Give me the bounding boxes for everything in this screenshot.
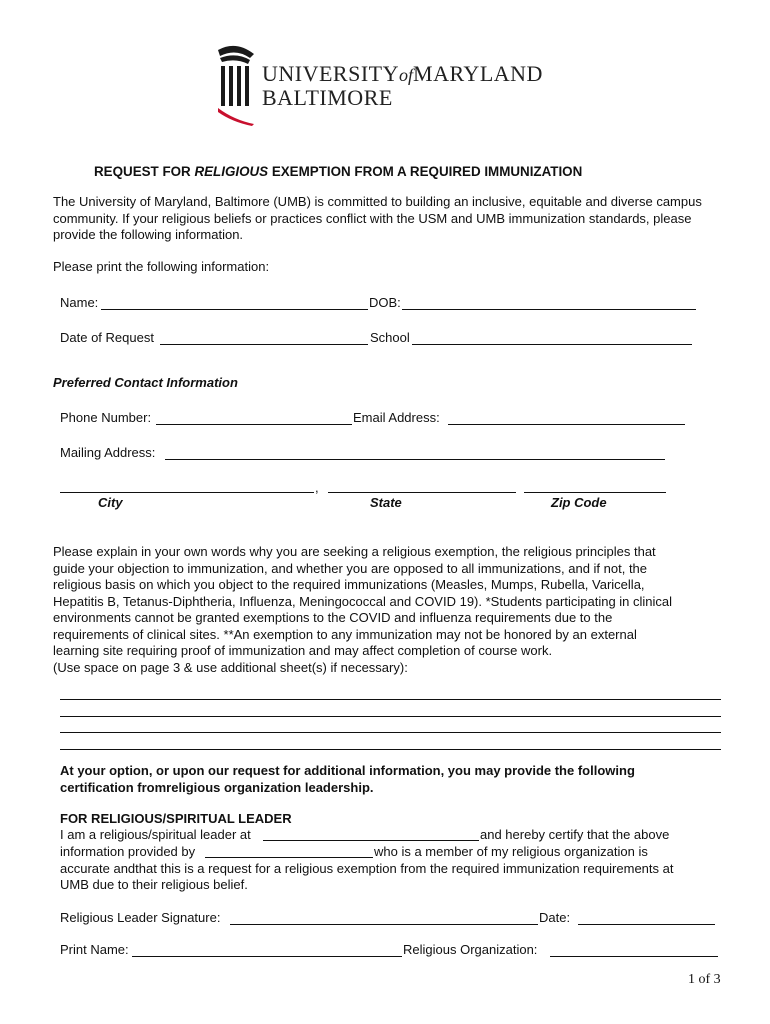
title-emphasis: RELIGIOUS — [194, 164, 269, 179]
leader-line-4: UMB due to their religious belief. — [60, 877, 248, 892]
option-paragraph — [60, 763, 635, 796]
mailing-label: Mailing Address: — [60, 445, 156, 460]
logo-university: UNIVERSITY — [262, 61, 399, 86]
email-label: Email Address: — [353, 410, 440, 425]
city-label: City — [98, 495, 123, 510]
dob-label: DOB: — [369, 295, 401, 310]
email-field[interactable] — [448, 424, 685, 425]
leader-organization-field[interactable] — [263, 840, 479, 841]
explanation-answer-line[interactable] — [60, 732, 721, 733]
city-state-comma: , — [315, 480, 319, 495]
explain-line: (Use space on page 3 & use additional sheet(s) if necessary): — [53, 659, 408, 675]
school-field[interactable] — [412, 344, 692, 345]
umb-seal-icon — [216, 40, 256, 126]
mailing-field[interactable] — [165, 459, 665, 460]
contact-heading: Preferred Contact Information — [53, 375, 238, 390]
logo-of: of — [399, 65, 414, 85]
state-field[interactable] — [328, 492, 516, 493]
leader-line-1a: I am a religious/spiritual leader at — [60, 827, 251, 842]
explain-line: learning site requiring proof of immunization and may affect completion of course work. — [53, 643, 553, 658]
explain-line: Please explain in your own words why you are seeking a religious exemption, the religious principles that — [53, 544, 656, 559]
intro-paragraph: The University of Maryland, Baltimore (UMB) is committed to building an inclusive, equitable and diverse campus community. If your religious beliefs or practices conflict with the USM and UMB immunization standards, please provide the following information. — [53, 194, 702, 243]
title-prefix: REQUEST FOR — [94, 164, 195, 179]
dob-field[interactable] — [402, 309, 696, 310]
explanation-answer-line[interactable] — [60, 699, 721, 700]
page-number: 1 of 3 — [688, 972, 721, 987]
name-label: Name: — [60, 295, 99, 310]
explain-line: Hepatitis B, Tetanus-Diphtheria, Influenza, Meningococcal and COVID 19). *Students participating in clinical — [53, 593, 673, 609]
title-suffix: EXEMPTION FROM A REQUIRED IMMUNIZATION — [268, 164, 583, 179]
signature-date-label: Date: — [539, 910, 571, 925]
date-of-request-label: Date of Request — [60, 330, 154, 345]
option-line: certification fromreligious organization leadership. — [60, 779, 374, 795]
leader-line-3: accurate andthat this is a request for a religious exemption from the required immunization requirements at — [60, 861, 674, 876]
explain-line: requirements of clinical sites. **An exemption to any immunization may not be honored by an external — [53, 626, 637, 642]
explanation-answer-line[interactable] — [60, 749, 721, 750]
page-title — [94, 164, 582, 181]
leader-line-1b: and hereby certify that the above — [480, 827, 670, 842]
explanation-answer-line[interactable] — [60, 716, 721, 717]
signature-field[interactable] — [230, 924, 538, 925]
logo-baltimore: BALTIMORE — [262, 85, 393, 110]
date-of-request-field[interactable] — [160, 344, 368, 345]
leader-heading: FOR RELIGIOUS/SPIRITUAL LEADER — [60, 811, 292, 826]
signature-label: Religious Leader Signature: — [60, 910, 221, 925]
school-label: School — [370, 330, 410, 345]
explain-line: religious basis on which you object to the required immunizations (Measles, Mumps, Rubella, Varicella, — [53, 577, 645, 592]
phone-label: Phone Number: — [60, 410, 152, 425]
print-name-label: Print Name: — [60, 942, 129, 957]
logo-maryland: MARYLAND — [413, 61, 543, 86]
print-name-field[interactable] — [132, 956, 402, 957]
member-name-field[interactable] — [205, 857, 373, 858]
explanation-paragraph — [53, 544, 672, 676]
leader-line-2a: information provided by — [60, 844, 196, 859]
religious-organization-label: Religious Organization: — [403, 942, 538, 957]
explain-line: guide your objection to immunization, and whether you are opposed to all immunizations, and if not, the — [53, 560, 648, 576]
print-prompt: Please print the following information: — [53, 259, 270, 274]
zip-label: Zip Code — [551, 495, 607, 510]
state-label: State — [370, 495, 402, 510]
city-field[interactable] — [60, 492, 314, 493]
name-field[interactable] — [101, 309, 368, 310]
signature-date-field[interactable] — [578, 924, 715, 925]
religious-organization-field[interactable] — [550, 956, 718, 957]
umb-logo — [216, 40, 566, 126]
explain-line: environments cannot be granted exemptions to the COVID and influenza requirements due to the — [53, 610, 613, 625]
leader-line-2b: who is a member of my religious organization is — [374, 844, 648, 859]
zip-field[interactable] — [524, 492, 666, 493]
phone-field[interactable] — [156, 424, 352, 425]
option-line: At your option, or upon our request for additional information, you may provide the following — [60, 763, 635, 778]
